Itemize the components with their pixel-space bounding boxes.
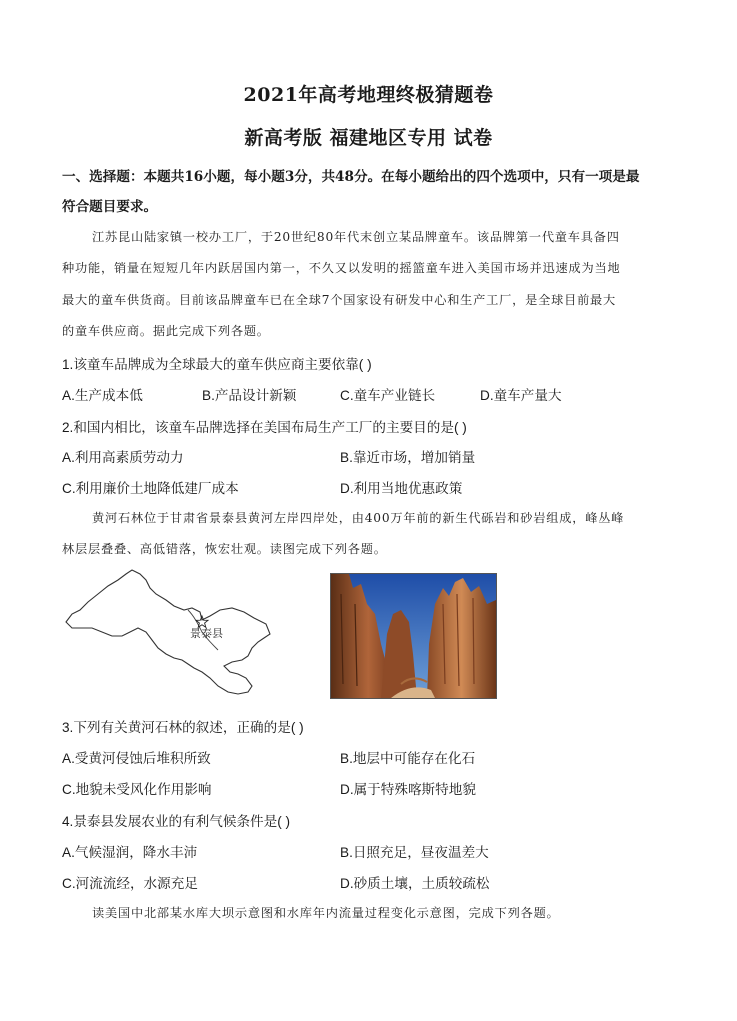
exam-title: 2021年高考地理终极猜题卷 (243, 84, 494, 106)
section-heading-line2: 符合题目要求。 (62, 199, 158, 215)
question-3-option-d[interactable]: D.属于特殊喀斯特地貌 (340, 782, 476, 797)
question-2-option-d[interactable]: D.利用当地优惠政策 (340, 481, 463, 496)
question-2-option-c[interactable]: C.利用廉价土地降低建厂成本 (62, 481, 239, 496)
gansu-outline-map (62, 566, 274, 696)
question-1-stem: 1.该童车品牌成为全球最大的童车供应商主要依靠( ) (62, 357, 372, 372)
section-heading-line1: 一、选择题：本题共16小题，每小题3分，共48分。在每小题给出的四个选项中，只有一项是最 (62, 169, 640, 185)
question-4-stem: 4.景泰县发展农业的有利气候条件是( ) (62, 814, 291, 829)
passage1-line4: 的童车供应商。据此完成下列各题。 (62, 324, 270, 338)
question-4-option-d[interactable]: D.砂质土壤，土质较疏松 (340, 876, 490, 891)
question-3-option-a[interactable]: A.受黄河侵蚀后堆积所致 (62, 751, 211, 766)
question-2-stem: 2.和国内相比，该童车品牌选择在美国布局生产工厂的主要目的是( ) (62, 420, 467, 435)
question-4-option-a[interactable]: A.气候湿润，降水丰沛 (62, 845, 198, 860)
province-outline (66, 570, 270, 694)
question-1-option-c[interactable]: C.童车产业链长 (340, 388, 436, 403)
question-1-option-b[interactable]: B.产品设计新颖 (202, 388, 297, 403)
question-4-option-b[interactable]: B.日照充足，昼夜温差大 (340, 845, 489, 860)
question-1-option-a[interactable]: A.生产成本低 (62, 388, 143, 403)
passage1-line3: 最大的童车供货商。目前该品牌童车已在全球7个国家设有研发中心和生产工厂，是全球目前最大 (62, 293, 617, 307)
stone-forest-photo (330, 573, 497, 699)
question-4-option-c[interactable]: C.河流流经，水源充足 (62, 876, 198, 891)
question-3-option-b[interactable]: B.地层中可能存在化石 (340, 751, 476, 766)
question-2-option-b[interactable]: B.靠近市场，增加销量 (340, 450, 476, 465)
passage3-line1: 读美国中北部某水库大坝示意图和水库年内流量过程变化示意图，完成下列各题。 (92, 906, 560, 920)
passage2-line1: 黄河石林位于甘肃省景泰县黄河左岸四岸处，由400万年前的新生代砾岩和砂岩组成，峰丛峰 (92, 511, 625, 525)
question-3-stem: 3.下列有关黄河石林的叙述，正确的是( ) (62, 720, 304, 735)
question-2-option-a[interactable]: A.利用高素质劳动力 (62, 450, 184, 465)
passage1-line1: 江苏昆山陆家镇一校办工厂，于20世纪80年代末创立某品牌童车。该品牌第一代童车具备四 (92, 230, 620, 244)
question-1-option-d[interactable]: D.童车产量大 (480, 388, 562, 403)
county-label: 景泰县 (190, 627, 223, 640)
passage2-line2: 林层层叠叠、高低错落，恢宏壮观。读图完成下列各题。 (62, 542, 387, 556)
exam-subtitle: 新高考版 福建地区专用 试卷 (244, 127, 493, 149)
passage1-line2: 种功能，销量在短短几年内跃居国内第一，不久又以发明的摇篮童车进入美国市场并迅速成为当地 (62, 261, 621, 275)
stone-forest-image (331, 574, 496, 698)
question-3-option-c[interactable]: C.地貌未受风化作用影响 (62, 782, 212, 797)
